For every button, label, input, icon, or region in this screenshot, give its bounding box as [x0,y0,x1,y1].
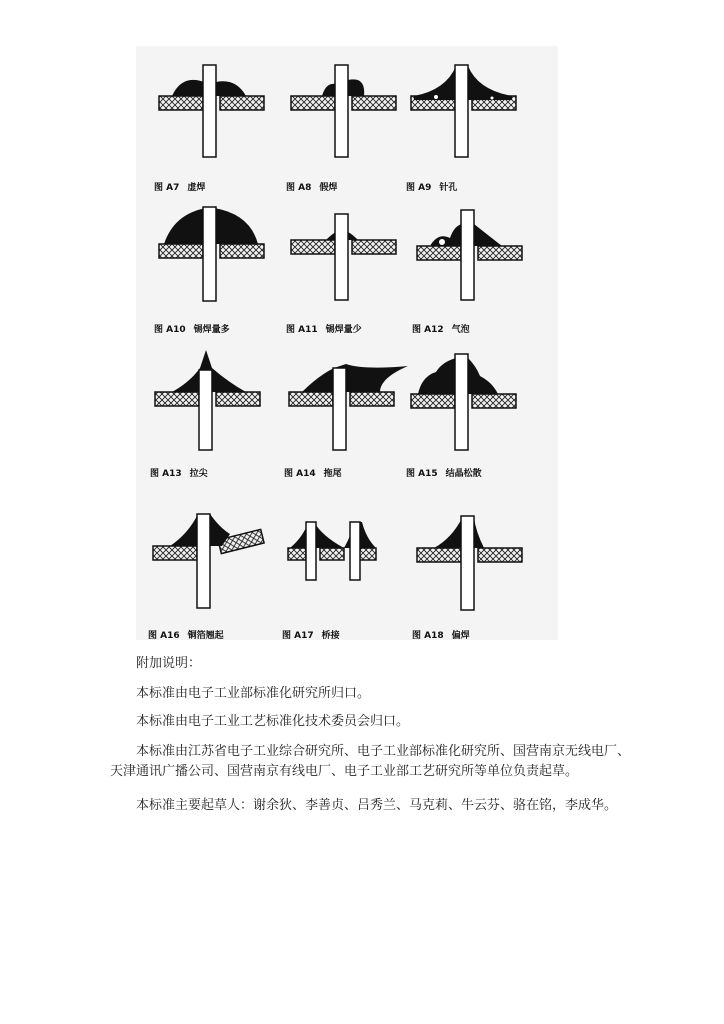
figure-label: 桥接 [321,631,340,641]
note-paragraph-2: 本标准由电子工业工艺标准化技术委员会归口。 [136,714,410,729]
figure-a18 [412,508,542,646]
figure-caption [148,628,278,641]
figure-number: 图 A8 [286,183,312,193]
figure-a7 [154,60,284,198]
figure-caption [154,322,284,335]
note-paragraph-3: 本标准由江苏省电子工业综合研究所、电子工业部标准化研究所、国营南京无线电厂、天津通讯广播公司、国营南京有线电厂、电子工业部工艺研究所等单位负责起草。 [110,744,631,779]
figure-label: 铜箔翘起 [187,631,224,641]
figure-number: 图 A12 [412,325,444,335]
note-paragraph-4: 本标准主要起草人：谢余狄、李善贞、吕秀兰、马克莉、牛云芬、骆在铭，李成华。 [136,798,618,813]
figure-a11 [286,202,416,340]
figure-number: 图 A7 [154,183,180,193]
note-paragraph-1: 本标准由电子工业部标准化研究所归口。 [136,686,371,701]
figure-caption [154,180,284,193]
figure-label: 虚焊 [187,183,206,193]
figure-caption [412,628,542,641]
figure-number: 图 A13 [150,469,182,479]
notes-heading: 附加说明： [136,656,202,671]
figure-label: 偏焊 [451,631,470,641]
figure-a17 [282,508,412,646]
figure-caption [282,628,412,641]
figure-a10 [154,202,284,340]
figure-label: 拉尖 [189,469,208,479]
figure-label: 假焊 [319,183,338,193]
figure-number: 图 A11 [286,325,318,335]
figure-caption [406,466,536,479]
figure-label: 气泡 [451,325,470,335]
figure-a16 [148,508,278,646]
figure-label: 结晶松散 [445,469,482,479]
figure-label: 锡焊量多 [193,325,230,335]
figure-a15 [406,346,536,484]
figure-number: 图 A14 [284,469,316,479]
figure-caption [150,466,280,479]
figure-caption [286,180,416,193]
figure-caption [406,180,536,193]
figure-number: 图 A15 [406,469,438,479]
figure-label: 锡焊量少 [325,325,362,335]
figure-label: 针孔 [439,183,458,193]
figure-number: 图 A9 [406,183,432,193]
figure-a8 [286,60,416,198]
figure-number: 图 A18 [412,631,444,641]
figure-a13 [150,346,280,484]
figure-caption [286,322,416,335]
figure-a14 [284,346,414,484]
figure-number: 图 A16 [148,631,180,641]
figure-label: 拖尾 [323,469,342,479]
figure-caption [284,466,414,479]
figure-caption [412,322,542,335]
solder-defect-figure-panel [136,46,558,640]
figure-number: 图 A17 [282,631,314,641]
figure-number: 图 A10 [154,325,186,335]
figure-a9 [406,60,536,198]
figure-a12 [412,202,542,340]
